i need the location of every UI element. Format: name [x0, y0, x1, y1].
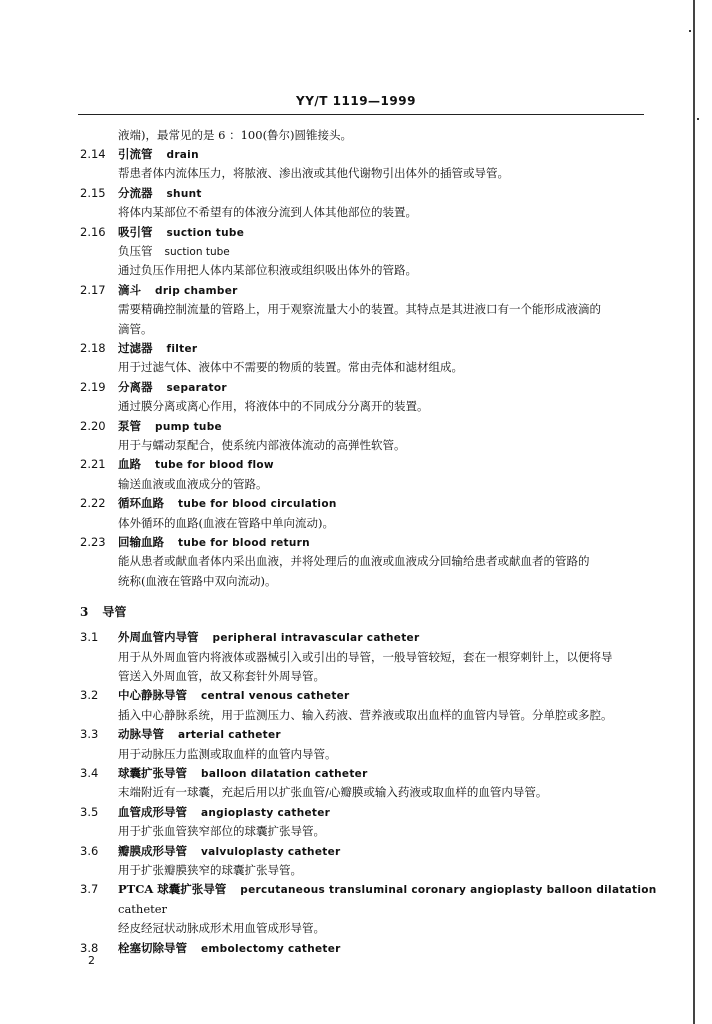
scan-speck: [697, 118, 699, 120]
intro-line: 液端)，最常见的是 6 ：100(鲁尔)圆锥接头。: [118, 128, 353, 142]
entry-definition: 体外循环的血路(血液在管路中单向流动)。: [118, 515, 334, 530]
term-english-continued: catheter: [118, 901, 168, 916]
entry-number: 3.2: [80, 688, 99, 703]
entry-number: 3.5: [80, 804, 99, 819]
term-chinese: 吸引管: [118, 224, 153, 239]
term-chinese: 泵管: [118, 418, 141, 433]
section-heading: [80, 605, 126, 619]
entry-term: [118, 419, 222, 434]
entry-term: [118, 225, 244, 240]
entry-definition: 经皮经冠状动脉成形术用血管成形导管。: [118, 921, 325, 936]
entry-definition: 滴管。: [118, 321, 153, 336]
entry-definition: 通过膜分离或离心作用，将液体中的不同成分分离开的装置。: [118, 399, 429, 414]
entry-definition: 用于扩张瓣膜狭窄的球囊扩张导管。: [118, 863, 302, 877]
entry-definition: 将体内某部位不希望有的体液分流到人体其他部位的装置。: [118, 205, 417, 220]
term-english: balloon dilatation catheter: [201, 768, 368, 780]
term-english: drip chamber: [155, 284, 238, 297]
entry-term: [118, 941, 341, 956]
entry-definition: 通过负压作用把人体内某部位积液或组织吸出体外的管路。: [118, 263, 417, 278]
section-number: 3: [80, 605, 89, 620]
entry-number: 3.3: [80, 727, 99, 742]
term-english: separator: [166, 381, 227, 394]
term-chinese: PTCA 球囊扩张导管: [118, 882, 227, 897]
term-english: suction tube: [166, 226, 245, 239]
term-chinese: 滴斗: [118, 282, 141, 297]
term-english: percutaneous transluminal coronary angioplasty balloon dilatation: [240, 884, 657, 897]
term-english: pump tube: [155, 420, 222, 433]
entry-number: 2.15: [80, 185, 106, 200]
entry-term: [118, 727, 281, 742]
entry-term: [118, 341, 197, 356]
entry-number: 2.16: [80, 224, 106, 239]
entry-number: 2.14: [80, 147, 106, 161]
entry-alt-term: [118, 244, 230, 259]
section-title: 导管: [102, 605, 127, 620]
term-chinese: 中心静脉导管: [118, 688, 187, 703]
entry-term: [118, 496, 337, 511]
term-chinese: 分流器: [118, 185, 153, 200]
header-rule: [78, 114, 644, 115]
entry-term: [118, 805, 330, 820]
scan-edge: [693, 0, 695, 1024]
scan-speck: [689, 30, 691, 32]
term-chinese: 动脉导管: [118, 727, 164, 742]
entry-number: 3.1: [80, 630, 99, 645]
entry-definition: 用于扩张血管狭窄部位的球囊扩张导管。: [118, 824, 325, 839]
entry-number: 3.6: [80, 843, 99, 858]
entry-definition: 能从患者或献血者体内采出血液，并将处理后的血液或血液成分回输给患者或献血者的管路的: [118, 554, 590, 569]
term-english: drain: [166, 149, 199, 161]
term-english: central venous catheter: [201, 690, 350, 703]
entry-definition: 插入中心静脉系统，用于监测压力、输入药液、营养液或取出血样的血管内导管。分单腔或多腔。: [118, 707, 613, 722]
entry-definition: 统称(血液在管路中双向流动)。: [118, 573, 277, 588]
term-chinese: 血管成形导管: [118, 804, 187, 819]
entry-definition: 用于动脉压力监测或取血样的血管内导管。: [118, 746, 337, 761]
term-chinese: 引流管: [118, 147, 153, 161]
term-chinese: 回输血路: [118, 535, 164, 549]
entry-number: 2.18: [80, 341, 106, 355]
term-english: angioplasty catheter: [201, 806, 331, 819]
entry-term: [118, 186, 202, 201]
entry-number: 2.19: [80, 379, 106, 394]
entry-term: [118, 283, 238, 298]
page-number: 2: [88, 954, 95, 967]
term-english: arterial catheter: [178, 729, 281, 742]
entry-term: [118, 688, 350, 703]
term-chinese: 血路: [118, 457, 141, 472]
term-english: valvuloplasty catheter: [201, 845, 341, 858]
entry-number: 2.23: [80, 535, 106, 549]
entry-definition: 输送血液或血液成分的管路。: [118, 476, 268, 491]
term-english: tube for blood circulation: [178, 498, 337, 511]
entry-number: 3.8: [80, 940, 99, 955]
entry-definition: 管送入外周血管，故又称套针外周导管。: [118, 669, 325, 683]
term-english: tube for blood flow: [155, 459, 274, 472]
alt-term-chinese: 负压管: [118, 244, 153, 258]
term-english: shunt: [166, 187, 202, 200]
alt-term-english: suction tube: [164, 246, 230, 258]
entry-definition: 用于与蠕动泵配合，使系统内部液体流动的高弹性软管。: [118, 438, 406, 452]
term-chinese: 循环血路: [118, 496, 164, 511]
term-chinese: 分离器: [118, 379, 153, 394]
term-chinese: 球囊扩张导管: [118, 766, 187, 780]
entry-term: [118, 380, 227, 395]
entry-number: 2.21: [80, 457, 106, 472]
page-header: YY/T 1119—1999: [296, 94, 416, 108]
entry-term: [118, 630, 419, 645]
entry-term: [118, 457, 274, 472]
entry-definition: 需要精确控制流量的管路上，用于观察流量大小的装置。其特点是其进液口有一个能形成液滴的: [118, 302, 601, 317]
entry-number: 2.22: [80, 496, 106, 511]
term-english: embolectomy catheter: [201, 942, 341, 955]
entry-term: [118, 766, 368, 781]
entry-term: [118, 147, 199, 162]
term-chinese: 过滤器: [118, 341, 153, 355]
term-english: peripheral intravascular catheter: [212, 632, 420, 645]
entry-definition: 末端附近有一球囊，充起后用以扩张血管/心瓣膜或输入药液或取血样的血管内导管。: [118, 785, 548, 800]
term-chinese: 瓣膜成形导管: [118, 843, 187, 858]
term-chinese: 栓塞切除导管: [118, 940, 187, 955]
term-english: tube for blood return: [178, 537, 310, 549]
entry-number: 3.7: [80, 882, 99, 897]
term-english: filter: [166, 343, 198, 355]
entry-number: 2.17: [80, 282, 106, 297]
entry-definition: 帮患者体内流体压力，将脓液、渗出液或其他代谢物引出体外的插管或导管。: [118, 166, 509, 181]
entry-definition: 用于从外周血管内将液体或器械引入或引出的导管，一般导管较短，套在一根穿刺针上，以便将导: [118, 649, 613, 664]
term-chinese: 外周血管内导管: [118, 630, 199, 645]
entry-term: [118, 844, 340, 859]
entry-definition: 用于过滤气体、液体中不需要的物质的装置。常由壳体和滤材组成。: [118, 360, 463, 375]
entry-number: 3.4: [80, 766, 99, 780]
entry-term: [118, 535, 310, 550]
entry-number: 2.20: [80, 418, 106, 433]
entry-term: [118, 882, 657, 897]
